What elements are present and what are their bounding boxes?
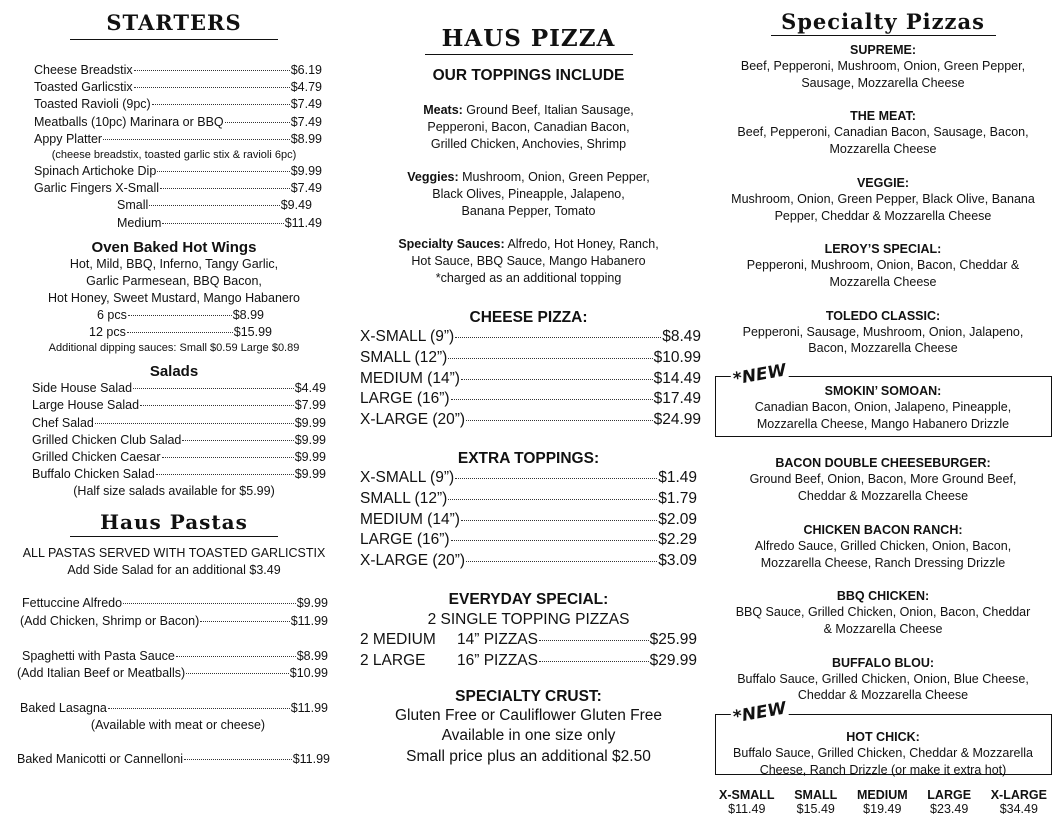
menu-item: Spaghetti with Pasta Sauce $8.99	[22, 648, 328, 663]
everyday-special-title: EVERYDAY SPECIAL:	[448, 590, 609, 608]
pizza-leroys-special: LEROY’S SPECIAL: Pepperoni, Mushroom, Onion, Bacon, Cheddar & Mozzarella Cheese	[746, 242, 1020, 289]
lasagna-note: (Available with meat or cheese)	[90, 718, 266, 733]
size-col: X-SMALL $11.49	[719, 788, 775, 816]
specialty-crust-title: SPECIALTY CRUST:	[455, 687, 602, 705]
price-row: SMALL (12”) $1.79	[360, 489, 697, 507]
left-column	[14, 0, 334, 769]
menu-item: Buffalo Chicken Salad $9.99	[32, 467, 326, 482]
starters-list-2	[14, 163, 334, 232]
meats-line: Meats: Ground Beef, Italian Sausage,	[423, 103, 634, 117]
wings-prices	[14, 307, 334, 341]
meats-line: Pepperoni, Bacon, Canadian Bacon,	[427, 120, 630, 134]
everyday-subtitle: 2 SINGLE TOPPING PIZZAS	[427, 610, 630, 628]
new-badge: *NEW	[731, 698, 788, 728]
menu-item: Baked Lasagna $11.99	[20, 701, 328, 716]
pizza-veggie: VEGGIE: Mushroom, Onion, Green Pepper, Black Olive, Banana Pepper, Cheddar & Mozzarella Cheese	[731, 175, 1035, 223]
menu-item: Cheese Breadstix $6.19	[34, 63, 322, 77]
new-item-box	[715, 376, 1052, 437]
pastas-list-2	[14, 751, 334, 768]
menu-item: Large House Salad $7.99	[32, 398, 326, 413]
pizza-hot-chick: HOT CHICK: Buffalo Sauce, Grilled Chicken, Cheddar & Mozzarella Cheese, Ranch Drizzle (or make it extra hot)	[733, 730, 1033, 777]
price-row: SMALL (12”) $10.99	[360, 348, 701, 366]
wings-flavor-line: Hot Honey, Sweet Mustard, Mango Habanero	[48, 290, 300, 305]
price-row: X-SMALL (9”) $1.49	[360, 468, 697, 486]
menu-item: Garlic Fingers X-Small $7.49	[34, 181, 322, 196]
appy-note: (cheese breadstix, toasted garlic stix & ravioli 6pc)	[51, 149, 297, 162]
menu-item: Grilled Chicken Club Salad $9.99	[32, 432, 326, 447]
salads-list	[14, 380, 334, 483]
menu-item: Side House Salad $4.49	[32, 381, 326, 396]
crust-line: Small price plus an additional $2.50	[406, 747, 651, 765]
starters-title: STARTERS	[106, 10, 242, 35]
extra-toppings-title: EXTRA TOPPINGS:	[457, 449, 600, 467]
wings-flavor-line: Garlic Parmesean, BBQ Bacon,	[86, 273, 262, 288]
menu-item: Small $9.49	[117, 198, 312, 213]
pizza-the-meat: THE MEAT: Beef, Pepperoni, Canadian Bacon, Sausage, Bacon, Mozzarella Cheese	[737, 109, 1029, 157]
new-item-box	[715, 714, 1052, 775]
pastas-note: ALL PASTAS SERVED WITH TOASTED GARLICSTIX	[22, 546, 326, 561]
specialty-title: Specialty Pizzas	[781, 9, 985, 34]
size-col: SMALL $15.49	[794, 788, 838, 816]
price-row: MEDIUM (14”) $2.09	[360, 510, 697, 528]
crust-line: Available in one size only	[441, 727, 616, 745]
size-col: X-LARGE $34.49	[990, 788, 1047, 816]
menu-item: Toasted Ravioli (9pc) $7.49	[34, 97, 322, 112]
menu-item: Toasted Garlicstix $4.79	[34, 80, 322, 95]
salads-title: Salads	[149, 363, 199, 381]
meats-line: Grilled Chicken, Anchovies, Shrimp	[430, 137, 627, 151]
menu-item: (Add Italian Beef or Meatballs) $10.99	[17, 666, 328, 681]
menu-item: 6 pcs $8.99	[97, 307, 264, 322]
menu-item: Baked Manicotti or Cannelloni $11.99	[17, 752, 330, 767]
pizza-buffalo-blou: BUFFALO BLOU: Buffalo Sauce, Grilled Chicken, Onion, Blue Cheese, Cheddar & Mozzarella Cheese	[737, 655, 1029, 703]
menu-item: Medium $11.49	[117, 215, 322, 230]
dipping-note: Additional dipping sauces: Small $0.59 Large $0.89	[48, 342, 300, 355]
price-row: X-LARGE (20”) $24.99	[360, 411, 701, 429]
wings-flavor-line: Hot, Mild, BBQ, Inferno, Tangy Garlic,	[69, 256, 279, 271]
size-col: MEDIUM $19.49	[856, 788, 908, 816]
cheese-pizza-title: CHEESE PIZZA:	[469, 309, 588, 326]
everyday-prices	[356, 630, 701, 672]
crust-line: Gluten Free or Cauliflower Gluten Free	[394, 706, 663, 724]
cheese-pizza-prices	[356, 327, 701, 431]
menu-item: (Add Chicken, Shrimp or Bacon) $11.99	[20, 613, 328, 628]
new-badge: *NEW	[731, 360, 788, 390]
pizza-bbq-chicken: BBQ CHICKEN: BBQ Sauce, Grilled Chicken, Onion, Bacon, Cheddar & Mozzarella Cheese	[735, 589, 1031, 636]
pizza-smokin-somoan: SMOKIN’ SOMOAN: Canadian Bacon, Onion, Jalapeno, Pineapple, Mozzarella Cheese, Mango Habanero Drizzle	[754, 384, 1012, 431]
pizza-supreme: SUPREME: Beef, Pepperoni, Mushroom, Onion, Green Pepper, Sausage, Mozzarella Cheese	[740, 43, 1026, 90]
price-row: 2 LARGE 16” PIZZAS $29.99	[360, 651, 697, 669]
wings-title: Oven Baked Hot Wings	[91, 238, 257, 256]
salads-note: (Half size salads available for $5.99)	[73, 484, 275, 499]
pastas-note: Add Side Salad for an additional $3.49	[67, 563, 281, 578]
sauces-line: *charged as an additional topping	[435, 271, 622, 285]
menu-item: Appy Platter $8.99	[34, 131, 322, 146]
specialty-size-prices	[713, 788, 1053, 816]
size-col: LARGE $23.49	[927, 788, 972, 816]
pizza-chicken-bacon-ranch: CHICKEN BACON RANCH: Alfredo Sauce, Grilled Chicken, Onion, Bacon, Mozzarella Cheese, Ranch Dressing Drizzle	[754, 522, 1012, 570]
pizza-toledo-classic: TOLEDO CLASSIC: Pepperoni, Sausage, Mushroom, Onion, Jalapeno, Bacon, Mozzarella Cheese	[742, 308, 1024, 356]
middle-column	[356, 0, 701, 767]
pastas-list	[14, 595, 334, 717]
menu-item: Meatballs (10pc) Marinara or BBQ $7.49	[34, 114, 322, 129]
haus-pizza-title: HAUS PIZZA	[441, 25, 616, 52]
menu-item: Spinach Artichoke Dip $9.99	[34, 164, 322, 179]
pastas-title: Haus Pastas	[100, 510, 248, 535]
menu-item: Grilled Chicken Caesar $9.99	[32, 450, 326, 465]
sauces-line: Hot Sauce, BBQ Sauce, Mango Habanero	[411, 254, 646, 268]
veggies-line: Black Olives, Pineapple, Jalapeno,	[432, 187, 625, 201]
price-row: LARGE (16”) $17.49	[360, 390, 701, 408]
menu-item: Chef Salad $9.99	[32, 415, 326, 430]
veggies-line: Banana Pepper, Tomato	[461, 204, 596, 218]
veggies-line: Veggies: Mushroom, Onion, Green Pepper,	[407, 170, 650, 184]
price-row: MEDIUM (14”) $14.49	[360, 369, 701, 387]
price-row: 2 MEDIUM 14” PIZZAS $25.99	[360, 630, 697, 648]
starters-list	[14, 62, 334, 148]
menu-item: 12 pcs $15.99	[89, 325, 272, 340]
sauces-line: Specialty Sauces: Alfredo, Hot Honey, Ranch,	[398, 237, 659, 251]
price-row: X-LARGE (20”) $3.09	[360, 552, 697, 570]
toppings-title: OUR TOPPINGS INCLUDE	[432, 67, 625, 84]
price-row: X-SMALL (9”) $8.49	[360, 328, 701, 345]
pizza-bacon-double-cheeseburger: BACON DOUBLE CHEESEBURGER: Ground Beef, Onion, Bacon, More Ground Beef, Cheddar & Mozzarella Cheese	[749, 456, 1017, 504]
menu-item: Fettuccine Alfredo $9.99	[22, 596, 328, 611]
extra-toppings-prices	[356, 468, 701, 572]
price-row: LARGE (16”) $2.29	[360, 531, 697, 549]
